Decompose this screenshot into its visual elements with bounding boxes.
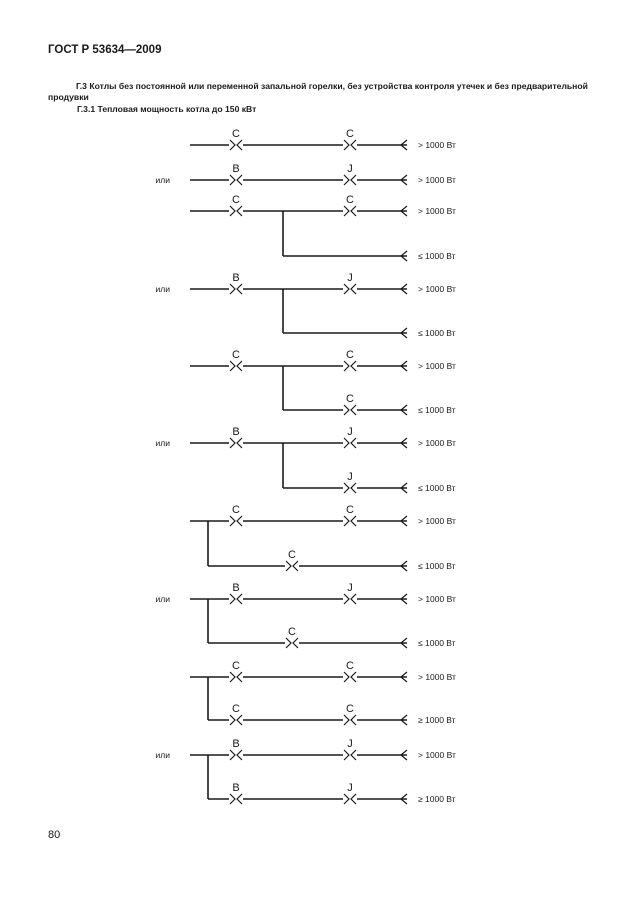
valve-symbol-icon: [293, 638, 298, 648]
valve-symbol-icon: [230, 672, 235, 682]
valve-symbol-icon: [344, 140, 349, 150]
valve-symbol-icon: [351, 438, 356, 448]
output-power-label: > 1000 Вт: [418, 284, 456, 294]
valve-symbol-icon: [344, 516, 349, 526]
valve-symbol-icon: [344, 361, 349, 371]
document-header: ГОСТ Р 53634—2009: [48, 44, 162, 56]
alternative-label: или: [155, 594, 170, 604]
valve-label: J: [347, 738, 353, 750]
output-power-label: > 1000 Вт: [418, 175, 456, 185]
valve-symbol-icon: [344, 750, 349, 760]
valve-label: C: [346, 504, 354, 516]
valve-label: B: [232, 582, 240, 594]
valve-label: C: [232, 194, 240, 206]
valve-label: B: [232, 163, 240, 175]
valve-symbol-icon: [230, 361, 235, 371]
alternative-label: или: [155, 438, 170, 448]
output-power-label: ≤ 1000 Вт: [418, 405, 456, 415]
valve-symbol-icon: [344, 175, 349, 185]
output-power-label: > 1000 Вт: [418, 206, 456, 216]
output-power-label: ≤ 1000 Вт: [418, 251, 456, 261]
valve-symbol-icon: [230, 175, 235, 185]
section-heading: Г.3 Котлы без постоянной или переменной запальной горелки, без устройства контроля утечек и без предварительной продувки: [48, 81, 588, 102]
valve-symbol-icon: [286, 561, 291, 571]
valve-label: J: [347, 426, 353, 438]
output-power-label: > 1000 Вт: [418, 672, 456, 682]
valve-symbol-icon: [344, 438, 349, 448]
valve-label: B: [232, 738, 240, 750]
valve-symbol-icon: [293, 561, 298, 571]
valve-label: J: [347, 582, 353, 594]
valve-symbol-icon: [351, 594, 356, 604]
valve-label: J: [347, 272, 353, 284]
alternative-label: или: [155, 284, 170, 294]
valve-symbol-icon: [237, 175, 242, 185]
valve-symbol-icon: [351, 175, 356, 185]
valve-symbol-icon: [237, 750, 242, 760]
valve-symbol-icon: [344, 284, 349, 294]
valve-symbol-icon: [237, 361, 242, 371]
output-power-label: ≤ 1000 Вт: [418, 483, 456, 493]
output-power-label: > 1000 Вт: [418, 438, 456, 448]
valve-symbol-icon: [351, 794, 356, 804]
valve-symbol-icon: [351, 361, 356, 371]
valve-symbol-icon: [344, 715, 349, 725]
output-power-label: ≥ 1000 Вт: [418, 794, 456, 804]
valve-label: B: [232, 426, 240, 438]
valve-label: C: [232, 660, 240, 672]
valve-symbol-icon: [230, 438, 235, 448]
output-power-label: ≥ 1000 Вт: [418, 715, 456, 725]
valve-symbol-icon: [237, 594, 242, 604]
valve-symbol-icon: [237, 206, 242, 216]
valve-symbol-icon: [351, 405, 356, 415]
valve-symbol-icon: [230, 140, 235, 150]
valve-symbol-icon: [237, 284, 242, 294]
valve-label: C: [346, 128, 354, 140]
valve-label: C: [288, 549, 296, 561]
valve-label: J: [347, 782, 353, 794]
valve-symbol-icon: [237, 438, 242, 448]
valve-symbol-icon: [351, 483, 356, 493]
alternative-label: или: [155, 175, 170, 185]
valve-symbol-icon: [351, 715, 356, 725]
valve-label: J: [347, 471, 353, 483]
valve-symbol-icon: [344, 594, 349, 604]
valve-label: C: [232, 128, 240, 140]
valve-symbol-icon: [237, 715, 242, 725]
valve-symbol-icon: [230, 750, 235, 760]
valve-label: C: [232, 504, 240, 516]
valve-symbol-icon: [344, 405, 349, 415]
valve-label: C: [346, 660, 354, 672]
section-subheading: Г.3.1 Тепловая мощность котла до 150 кВт: [77, 104, 257, 114]
valve-label: B: [232, 272, 240, 284]
output-power-label: ≤ 1000 Вт: [418, 638, 456, 648]
valve-label: J: [347, 163, 353, 175]
valve-symbol-icon: [351, 140, 356, 150]
valve-label: C: [232, 349, 240, 361]
valve-symbol-icon: [351, 750, 356, 760]
valve-symbol-icon: [351, 516, 356, 526]
valve-symbol-icon: [230, 794, 235, 804]
valve-symbol-icon: [230, 516, 235, 526]
output-power-label: > 1000 Вт: [418, 516, 456, 526]
valve-symbol-icon: [344, 672, 349, 682]
valve-label: C: [346, 703, 354, 715]
valve-symbol-icon: [286, 638, 291, 648]
valve-symbol-icon: [237, 794, 242, 804]
valve-symbol-icon: [344, 483, 349, 493]
valve-symbol-icon: [230, 594, 235, 604]
valve-symbol-icon: [230, 206, 235, 216]
valve-label: C: [288, 626, 296, 638]
page-number: 80: [48, 829, 61, 841]
valve-symbol-icon: [237, 672, 242, 682]
valve-symbol-icon: [237, 516, 242, 526]
valve-label: C: [232, 703, 240, 715]
alternative-label: или: [155, 750, 170, 760]
valve-symbol-icon: [351, 284, 356, 294]
output-power-label: > 1000 Вт: [418, 750, 456, 760]
output-power-label: > 1000 Вт: [418, 361, 456, 371]
valve-symbol-icon: [344, 794, 349, 804]
output-power-label: > 1000 Вт: [418, 140, 456, 150]
valve-label: C: [346, 349, 354, 361]
valve-symbol-icon: [344, 206, 349, 216]
valve-symbol-icon: [237, 140, 242, 150]
valve-symbol-icon: [230, 715, 235, 725]
valve-label: B: [232, 782, 240, 794]
valve-label: C: [346, 393, 354, 405]
valve-symbol-icon: [351, 206, 356, 216]
valve-symbol-icon: [230, 284, 235, 294]
valve-label: C: [346, 194, 354, 206]
valve-symbol-icon: [351, 672, 356, 682]
output-power-label: ≤ 1000 Вт: [418, 561, 456, 571]
output-power-label: > 1000 Вт: [418, 594, 456, 604]
output-power-label: ≤ 1000 Вт: [418, 328, 456, 338]
